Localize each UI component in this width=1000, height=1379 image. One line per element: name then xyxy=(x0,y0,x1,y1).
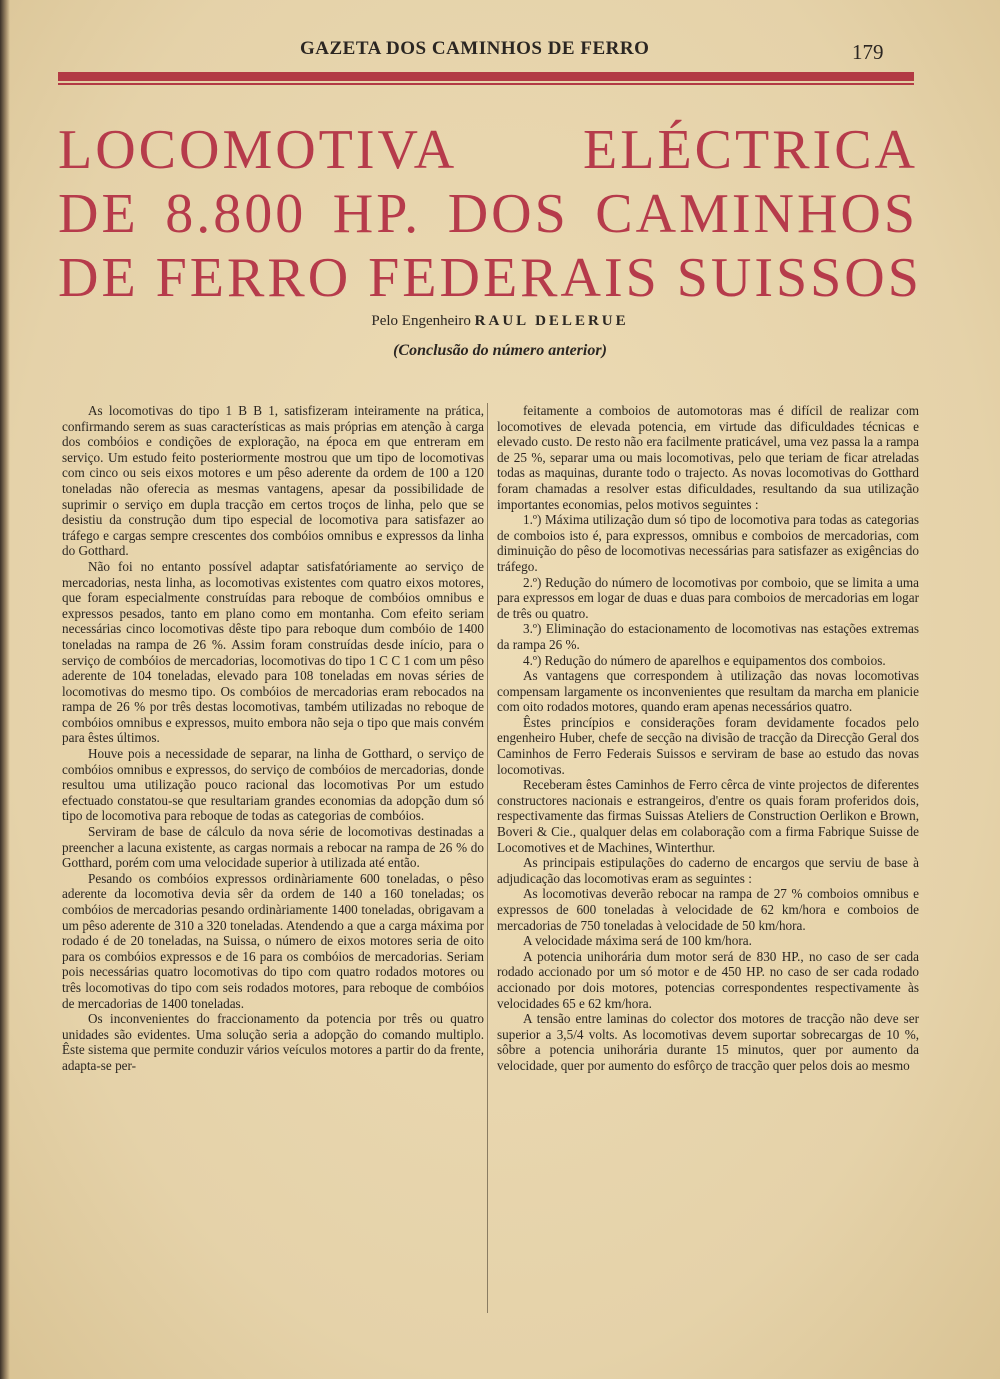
byline xyxy=(0,313,1000,330)
paragraph: Êstes princípios e considerações foram devidamente focados pelo engenheiro Huber, chefe de secção na divisão de tracção da Direcção Geral dos Caminhos de Ferro Federais Suissos e serviram de base ao estudo das novas locomotivas. xyxy=(497,714,919,777)
paragraph: Não foi no entanto possível adaptar satisfatóriamente ao serviço de mercadorias, nesta linha, as locomotivas existentes com quatro eixos motores, que foram especialmente construídas para reboque de combóios omnibus e expressos pesados, tanto em plano como em montanha. Com efeito seriam necessárias cinco locomotivas dêste tipo para reboque dum combóio de 1400 toneladas na rampa de 26 %. Assim foram construídas desde início, para o serviço de combóios de mercadorias, locomotivas do tipo 1 C C 1 com um pêso aderente de 104 toneladas, elevado para 108 toneladas em novas séries de locomotivas do mesmo tipo. Os combóios de mercadorias eram rebocados na rampa de 26 % por três destas locomotivas, também utilizadas no reboque de combóios omnibus e expressos, muito embora não seja o tipo que mais convém para êstes últimos. xyxy=(62,558,484,746)
article-title-line-2: DE 8.800 HP. DOS CAMINHOS xyxy=(58,183,918,245)
paragraph: Receberam êstes Caminhos de Ferro cêrca de vinte projectos de diferentes constructores nacionais e estrangeiros, d'entre os quais foram proferidos dois, respectivamente das firmas Suissas Ateliers de Construction Oerlikon e Brown, Boveri & Cie., qualquer delas em colaboração com a firma Fabrique Suisse de Locomotives et de Machines, Winterthur. xyxy=(497,777,919,855)
article-title xyxy=(58,118,922,310)
header-rule-thick xyxy=(58,72,914,81)
column-divider xyxy=(487,403,488,1313)
article-title-line-3: DE FERRO FEDERAIS SUISSOS xyxy=(58,247,922,309)
paragraph: Serviram de base de cálculo da nova série de locomotivas destinadas a preencher a lacuna existente, as cargas normais a rebocar na rampa de 26 % do Gotthard, porém com uma velocidade superior à utilizada até então. xyxy=(62,824,484,871)
page-binding-edge xyxy=(0,0,10,1379)
paragraph: A velocidade máxima será de 100 km/hora. xyxy=(523,933,752,949)
paragraph: As locomotivas do tipo 1 B B 1, satisfizeram inteiramente na prática, confirmando serem as suas características as mais próprias em atenção à carga dos combóios e condições de exploração, na época em que entreram em serviço. Um estudo feito posteriormente mostrou que um tipo de locomotivas com cinco ou seis eixos motores e um pêso aderente da ordem de 100 a 120 toneladas não oferecia as mesmas vantagens, apesar da possibilidade de suprimir o serviço em dupla tracção em certos troços de linha, pelo que se desistiu da construção dum tipo especial de locomotiva para satisfazer ao tráfego e cargas sempre crescentes dos combóios omnibus e expressos da linha do Gotthard. xyxy=(62,403,484,559)
paragraph: Houve pois a necessidade de separar, na linha de Gotthard, o serviço de combóios omnibus e expressos, do serviço de combóios de mercadorias, donde resultou uma utilização pouco racional das locomotivas Por um estudo efectuado constatou-se que resultariam grandes economias da adopção dum só tipo de locomotiva para reboque de todas as categorias de combóios. xyxy=(62,746,484,824)
page-number: 179 xyxy=(852,40,884,64)
byline-author: RAUL DELERUE xyxy=(474,313,629,329)
paragraph: As locomotivas deverão rebocar na rampa de 27 % comboios omnibus e expressos de 600 toneladas à velocidade de 62 km/hora e comboios de mercadorias de 750 toneladas à velocidade de 50 km/hora. xyxy=(497,886,919,933)
paragraph: feitamente a comboios de automotoras mas é difícil de realizar com locomotives de elevada potencia, em virtude das dificuldades técnicas e elevado custo. De resto não era facilmente praticável, uma vez passa la a rampa de 25 %, separar uma ou mais locomotivas, pelo que teriam de ficar atreladas todas as maquinas, durante todo o trajecto. As novas locomotivas do Gotthard foram chamadas a resolver estas dificuldades, resultando da sua utilização importantes economias, pelos motivos seguintes : xyxy=(497,403,919,512)
paragraph: 1.º) Máxima utilização dum só tipo de locomotiva para todas as categorias de comboios isto é, para expressos, omnibus e comboios de mercadorias, com diminuição do pêso de locomotivas necessárias para satisfazer as exigências do tráfego. xyxy=(497,512,919,574)
paragraph: 3.º) Eliminação do estacionamento de locomotivas nas estações extremas da rampa 26 %. xyxy=(497,621,919,652)
header-rule-thin xyxy=(58,83,914,85)
paragraph: Pesando os combóios expressos ordinàriamente 600 toneladas, o pêso aderente da locomotiva devia sêr da ordem de 140 a 160 toneladas; os combóios de mercadorias pesando ordinàriamente 1400 toneladas, obrigavam a um pêso aderente de 310 a 320 toneladas. Atendendo a que a carga máxima por rodado é de 20 toneladas, na Suissa, o número de eixos motores seria de oito para os combóios expressos e de 16 para os combóios de mercadorias. Seriam pois necessárias quatro locomotivas do tipo com quatro rodados motores ou três locomotivas do tipo com seis rodados motores, para reboque de combóios de mercadorias de 1400 toneladas. xyxy=(62,870,484,1011)
paragraph: A tensão entre laminas do colector dos motores de tracção não deve ser superior a 3,5/4 volts. As locomotivas devem suportar sobrecargas de 10 %, sôbre a potencia unihorária durante 15 minutos, quer por aumento da velocidade, quer por aumento do esfôrço de tracção quer pelos dois ao mesmo xyxy=(497,1011,919,1073)
paragraph: A potencia unihorária dum motor será de 830 HP., no caso de ser cada rodado accionado por um só motor e de 450 HP. no caso de ser cada rodado accionado por dois motores, potencias correspondentes respectivamente às velocidades 65 e 62 km/hora. xyxy=(497,948,919,1011)
paragraph: As vantagens que correspondem à utilização das novas locomotivas compensam largamente os inconvenientes que resultam da marcha em planicie com oito rodados motores, quando eram apenas necessários quatro. xyxy=(497,668,919,715)
paragraph: Os inconvenientes do fraccionamento da potencia por três ou quatro unidades são evidentes. Uma solução seria a adopção do comando multiplo. Êste sistema que permite conduzir vários veículos motores a partir do da frente, adapta-se per- xyxy=(62,1011,484,1073)
paragraph: 2.º) Redução do número de locomotivas por comboio, que se limita a uma para expressos em logar de duas e duas para comboios de mercadorias em logar de três ou quatro. xyxy=(497,574,919,621)
article-title-line-1: LOCOMOTIVA ELÉCTRICA xyxy=(58,119,918,181)
byline-prefix: Pelo Engenheiro xyxy=(371,313,471,329)
paragraph: As principais estipulações do caderno de encargos que serviu de base à adjudicação das locomotivas eram as seguintes : xyxy=(497,855,919,886)
publication-header: GAZETA DOS CAMINHOS DE FERRO xyxy=(300,38,650,59)
right-column xyxy=(497,403,919,1074)
article-subtitle: (Conclusão do número anterior) xyxy=(393,342,607,359)
left-column xyxy=(62,403,484,1074)
paragraph: 4.º) Redução do número de aparelhos e equipamentos dos comboios. xyxy=(523,652,886,668)
